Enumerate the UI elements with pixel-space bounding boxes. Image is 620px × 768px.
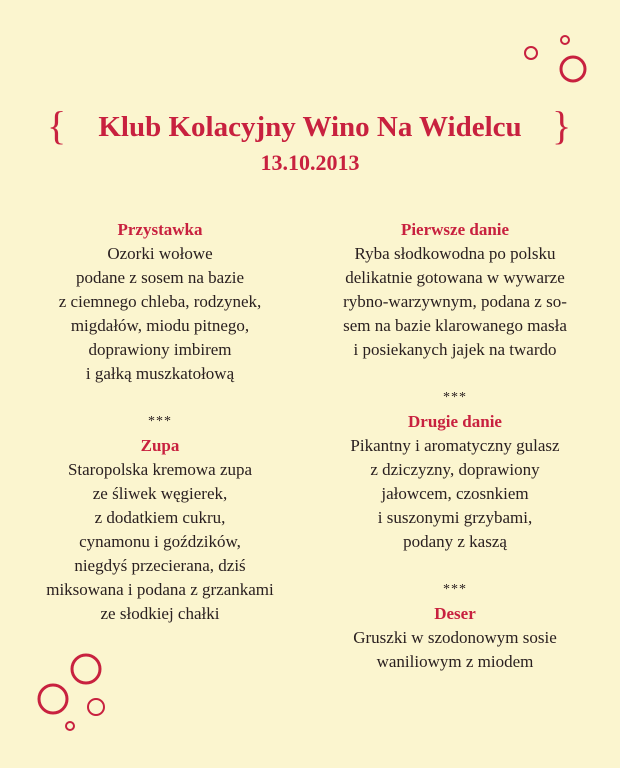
course-line: sem na bazie klarowanego masła: [343, 316, 567, 335]
left-menu-column: [20, 218, 300, 626]
course-deser: [300, 602, 610, 674]
left-brace: {: [47, 103, 67, 148]
course-line: niegdyś przecierana, dziś: [74, 556, 246, 575]
course-line: rybno-warzywnym, podana z so-: [343, 292, 567, 311]
circle-bottom-tiny: [66, 722, 74, 730]
course-line: waniliowym z miodem: [376, 652, 534, 671]
right-brace: }: [552, 103, 572, 148]
course-separator: ***: [443, 390, 467, 405]
course-line: i gałką muszkatołową: [85, 364, 235, 383]
course-line: jałowcem, czosnkiem: [381, 484, 529, 503]
course-line: podane z sosem na bazie: [75, 268, 245, 287]
course-separator: ***: [443, 582, 467, 597]
circle-top-small: [525, 47, 537, 59]
course-line: Gruszki w szodonowym sosie: [353, 628, 557, 647]
menu-date: 13.10.2013: [260, 150, 360, 175]
course-line: z dodatkiem cukru,: [94, 508, 226, 527]
course-line: i posiekanych jajek na twardo: [353, 340, 557, 359]
course-drugie-danie: [300, 410, 610, 554]
course-line: doprawiony imbirem: [88, 340, 232, 359]
course-title: Deser: [434, 604, 476, 623]
course-zupa: [20, 434, 300, 626]
course-line: delikatnie gotowana w wywarze: [345, 268, 565, 287]
course-line: ze śliwek węgierek,: [92, 484, 228, 503]
course-title: Drugie danie: [408, 412, 502, 431]
circle-bottom-large: [39, 685, 67, 713]
circle-bottom-medium: [72, 655, 100, 683]
course-pierwsze-danie: [300, 218, 610, 362]
course-line: migdałów, miodu pitnego,: [70, 316, 250, 335]
course-title: Pierwsze danie: [400, 220, 510, 239]
course-przystawka: [20, 218, 300, 386]
course-line: podany z kaszą: [403, 532, 507, 551]
course-line: cynamonu i goździków,: [79, 532, 241, 551]
circle-top-tiny: [561, 36, 569, 44]
course-line: ze słodkiej chałki: [100, 604, 220, 623]
course-line: Staropolska kremowa zupa: [67, 460, 253, 479]
course-line: Ryba słodkowodna po polsku: [354, 244, 556, 263]
course-line: Ozorki wołowe: [107, 244, 213, 263]
course-line: Pikantny i aromatyczny gulasz: [350, 436, 560, 455]
right-menu-column: [300, 218, 610, 674]
course-line: z dziczyzny, doprawiony: [370, 460, 540, 479]
course-line: i suszonymi grzybami,: [377, 508, 533, 527]
course-separator: ***: [148, 414, 172, 429]
circle-bottom-small: [88, 699, 104, 715]
circle-top-large: [561, 57, 585, 81]
course-title: Przystawka: [117, 220, 203, 239]
course-title: Zupa: [140, 436, 180, 455]
menu-title: Klub Kolacyjny Wino Na Widelcu: [98, 111, 522, 143]
course-line: miksowana i podana z grzankami: [46, 580, 274, 599]
course-line: z ciemnego chleba, rodzynek,: [58, 292, 262, 311]
